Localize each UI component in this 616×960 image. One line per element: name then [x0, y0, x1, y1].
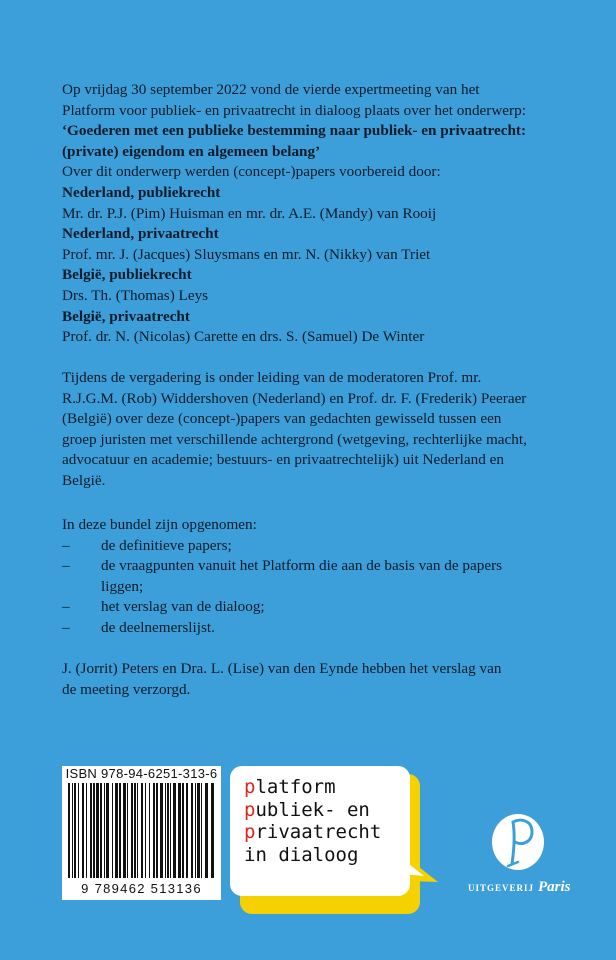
list-item-text: het verslag van de dialoog;	[101, 598, 265, 616]
publisher-name	[468, 878, 571, 896]
credits-paragraph	[62, 659, 562, 700]
topic-title-line-1: ‘Goederen met een publieke bestemming naar publiek- en privaatrecht:	[62, 122, 527, 140]
barcode-digits: 9 789462 513136	[81, 881, 202, 896]
logo-line-2: publiek- en	[244, 798, 370, 821]
meeting-line: groep juristen met verschillende achtergrond (wetgeving, rechterlijke macht,	[62, 430, 527, 448]
isbn-barcode	[62, 766, 221, 900]
meeting-line: Tijdens de vergadering is onder leiding van de moderatoren Prof. mr.	[62, 369, 482, 386]
list-item	[62, 597, 562, 618]
contents-heading: In deze bundel zijn opgenomen:	[62, 516, 257, 533]
credits-line-2: de meeting verzorgd.	[62, 680, 191, 698]
group-heading-nl-public: Nederland, publiekrecht	[62, 183, 221, 201]
list-item-text: de definitieve papers;	[101, 536, 232, 554]
list-item-text: de vraagpunten vanuit het Platform die aan de basis van de papers liggen;	[101, 557, 503, 595]
isbn-label: ISBN 978-94-6251-313-6	[65, 766, 218, 781]
intro-line-2: Platform voor publiek- en privaatrecht in dialoog plaats over het onderwerp:	[62, 101, 526, 119]
group-authors-nl-public: Mr. dr. P.J. (Pim) Huisman en mr. dr. A.E. (Mandy) van Rooij	[62, 204, 437, 222]
meeting-line: België.	[62, 471, 106, 489]
group-authors-be-private: Prof. dr. N. (Nicolas) Carette en drs. S. (Samuel) De Winter	[62, 328, 425, 346]
logo-line-3: privaatrecht	[244, 821, 382, 843]
contents-section	[62, 515, 562, 639]
barcode-bars-icon	[66, 783, 217, 880]
publisher-logo	[468, 812, 571, 902]
logo-line-4: in dialoog	[244, 843, 359, 866]
meeting-paragraph	[62, 368, 562, 492]
credits-line-1: J. (Jorrit) Peters en Dra. L. (Lise) van den Eynde hebben het verslag van	[62, 660, 502, 677]
meeting-line: advocatuur en academie; bestuurs- en privaatrechtelijk) uit Nederland en	[62, 451, 504, 469]
meeting-line: (België) over deze (concept-)papers van gedachten gewisseld tussen een	[62, 410, 502, 428]
group-authors-nl-private: Prof. mr. J. (Jacques) Sluysmans en mr. N. (Nikky) van Triet	[62, 245, 431, 263]
list-item	[62, 536, 562, 557]
publisher-prefix: UITGEVERIJ	[468, 883, 535, 893]
publisher-title: Paris	[538, 879, 571, 895]
group-heading-be-public: België, publiekrecht	[62, 266, 192, 284]
dash-bullet: –	[62, 557, 70, 575]
dash-bullet: –	[62, 536, 70, 554]
group-heading-nl-private: Nederland, privaatrecht	[62, 225, 219, 243]
platform-logo	[230, 766, 430, 916]
list-item-text: de deelnemerslijst.	[101, 618, 215, 636]
logo-speech-bubble	[230, 766, 410, 896]
list-item	[62, 556, 541, 597]
dash-bullet: –	[62, 598, 70, 616]
intro-paragraph	[62, 80, 562, 348]
contents-list	[62, 536, 562, 639]
intro-line-1: Op vrijdag 30 september 2022 vond de vierde expertmeeting van het	[62, 81, 480, 98]
group-authors-be-public: Drs. Th. (Thomas) Leys	[62, 286, 209, 304]
logo-line-1: platform	[244, 776, 336, 798]
list-item	[62, 618, 562, 639]
topic-title-line-2: (private) eigendom en algemeen belang’	[62, 142, 321, 160]
publisher-p-emblem-icon	[468, 812, 568, 874]
intro-line-3: Over dit onderwerp werden (concept-)papers voorbereid door:	[62, 163, 441, 181]
dash-bullet: –	[62, 618, 70, 636]
group-heading-be-private: België, privaatrecht	[62, 307, 190, 325]
meeting-line: R.J.G.M. (Rob) Widdershoven (Nederland) en Prof. dr. F. (Frederik) Peeraer	[62, 389, 527, 407]
